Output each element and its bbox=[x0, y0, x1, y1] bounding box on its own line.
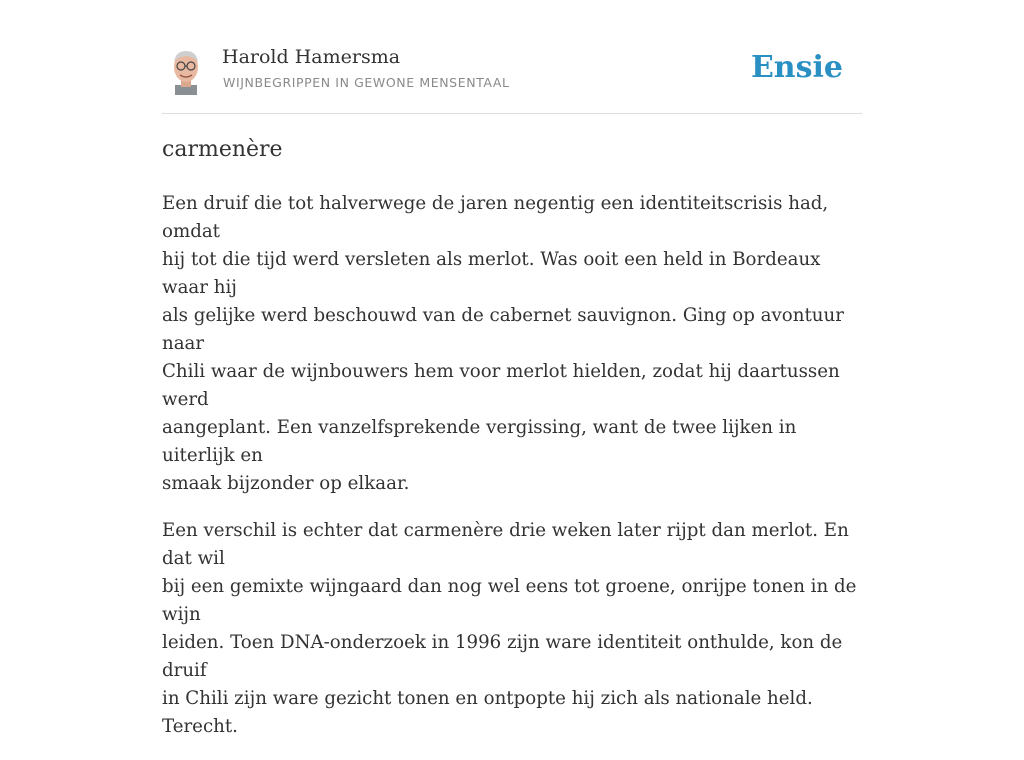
author-avatar bbox=[166, 47, 206, 95]
author-photo-icon bbox=[166, 47, 206, 95]
paragraph-2: Een verschil is echter dat carmenère drie weken later rijpt dan merlot. En dat wil bij een gemixte wijngaard dan nog wel eens tot groene, onrijpe tonen in de wijn leiden. Toen DNA-onderzoek in 1996 zijn ware identiteit onthulde, kon de druif in Chili zijn ware gezicht tonen en ontpopte hij zich als nationale held. Terecht. bbox=[162, 520, 857, 737]
brand-logo[interactable]: Ensie bbox=[750, 50, 843, 85]
entry-body bbox=[162, 190, 872, 760]
author-name[interactable]: Harold Hamersma bbox=[222, 46, 401, 68]
header bbox=[162, 40, 862, 114]
entry-title: carmenère bbox=[162, 137, 283, 162]
author-subtitle: WIJNBEGRIPPEN IN GEWONE MENSENTAAL bbox=[223, 75, 510, 90]
paragraph-1: Een druif die tot halverwege de jaren negentig een identiteitscrisis had, omdat hij tot die tijd werd versleten als merlot. Was ooit een held in Bordeaux waar hij als gelijke werd beschouwd van de cabernet sauvignon. Ging op avontuur naar Chili waar de wijnbouwers hem voor merlot hielden, zodat hij daartussen werd aangeplant. Een vanzelfsprekende vergissing, want de twee lijken in uiterlijk en smaak bijzonder op elkaar. bbox=[162, 193, 844, 494]
